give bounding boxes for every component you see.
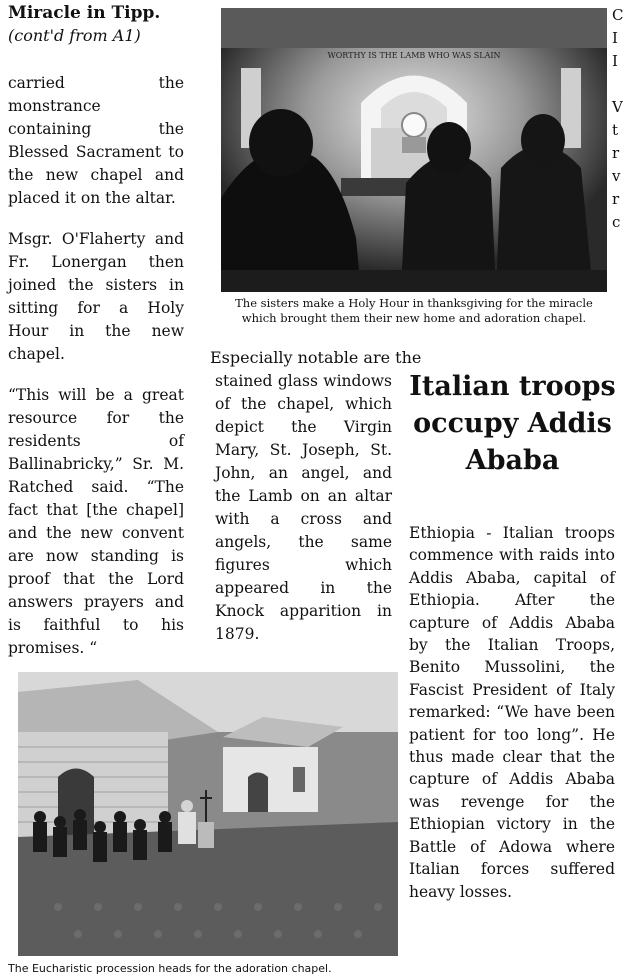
cropped-letter: V	[612, 98, 623, 116]
article-column-1	[8, 72, 184, 678]
cropped-letter: C	[612, 6, 623, 24]
paragraph: carried the monstrance containing the Blessed Sacrament to the new chapel and placed it on the altar.	[8, 74, 184, 207]
cropped-letter: I	[612, 29, 618, 47]
article-kicker: Miracle in Tipp.	[8, 3, 161, 23]
chapel-banner-text: WORTHY IS THE LAMB WHO WAS SLAIN	[327, 51, 501, 60]
cropped-letter: r	[612, 144, 620, 162]
photo-caption-bottom: The Eucharistic procession heads for the adoration chapel.	[8, 962, 332, 975]
cropped-letter: t	[612, 121, 619, 139]
article-column-2	[210, 348, 422, 664]
cropped-letter: r	[612, 190, 620, 208]
headline: Italian troops occupy Addis Ababa	[409, 371, 616, 476]
cropped-next-column	[612, 4, 623, 234]
photo-caption-top: The sisters make a Holy Hour in thanksgiving for the miracle which brought them their new home and adoration chapel.	[235, 296, 593, 325]
cropped-letter: I	[612, 52, 618, 70]
paragraph: Msgr. O'Flaherty and Fr. Lonergan then joined the sisters in sitting for a Holy Hour in the new chapel.	[8, 230, 184, 363]
cropped-letter: c	[612, 213, 621, 231]
paragraph: Ethiopia - Italian troops commence with raids into Addis Ababa, capital of Ethiopia. After the capture of Addis Ababa by the Italian Troops, Benito Mussolini, the Fascist President of Italy remarked: “We have been patient for too long”. He thus made clear that the capture of Addis Ababa was revenge for the Ethiopian victory in the Battle of Adowa where Italian forces suffered heavy losses.	[409, 524, 615, 901]
chapel-interior-illustration	[221, 8, 607, 292]
chapel-interior-photo	[221, 8, 607, 292]
procession-photo	[18, 672, 398, 956]
article-column-3	[409, 522, 615, 921]
paragraph: stained glass windows of the chapel, which depict the Virgin Mary, St. Joseph, St. John, an angel, and the Lamb on an altar with a cross and angels, the same figures which appeared in the Knock apparition in 1879.	[215, 372, 392, 643]
procession-illustration	[18, 672, 398, 956]
paragraph-lead: Especially notable are the	[210, 348, 422, 367]
continued-note: (cont'd from A1)	[8, 26, 141, 45]
paragraph: “This will be a great resource for the residents of Ballinabricky,” Sr. M. Ratched said. “The fact that [the chapel] and the new convent are now standing is proof that the Lord answers prayers and is faithful to his promises. “	[8, 386, 184, 657]
cropped-letter: v	[612, 167, 621, 185]
